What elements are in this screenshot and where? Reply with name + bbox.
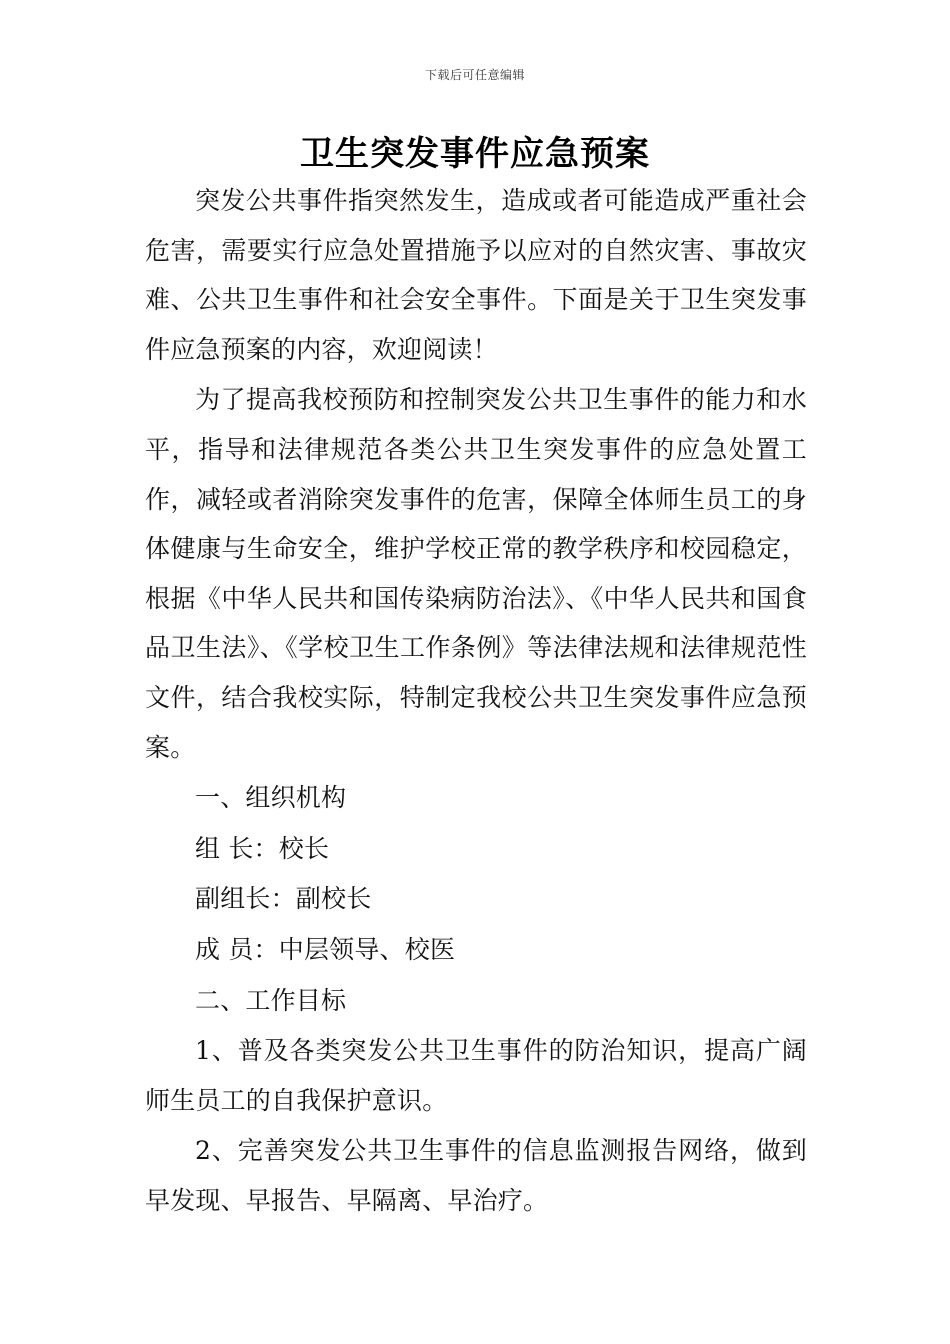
header-note: 下载后可任意编辑 (424, 68, 525, 82)
organization-members: 成 员：中层领导、校医 (195, 934, 456, 964)
section-heading-goals: 二、工作目标 (195, 985, 347, 1015)
organization-deputy-leader: 副组长：副校长 (195, 884, 372, 914)
paragraph-purpose: 为了提高我校预防和控制突发公共卫生事件的能力和水平，指导和法律规范各类公共卫生突发事件的应急处置工作，减轻或者消除突发事件的危害，保障全体师生员工的身体健康与生命安全，维护学校正常的教学秩序和校园稳定，根据《中华人民共和国传染病防治法》、《中华人民共和国食品卫生法》、《学校卫生工作条例》等法律法规和法律规范性文件，结合我校实际，特制定我校公共卫生突发事件应急预案。 (145, 385, 807, 762)
section-heading-organization: 一、组织机构 (195, 783, 347, 813)
goal-item-1: 1、普及各类突发公共卫生事件的防治知识，提高广阔师生员工的自我保护意识。 (145, 1036, 807, 1115)
organization-leader: 组 长：校长 (195, 833, 330, 863)
paragraph-intro: 突发公共事件指突然发生，造成或者可能造成严重社会危害，需要实行应急处置措施予以应对的自然灾害、事故灾难、公共卫生事件和社会安全事件。下面是关于卫生突发事件应急预案的内容，欢迎阅读！ (145, 186, 807, 364)
document-body (145, 176, 807, 1225)
document-title: 卫生突发事件应急预案 (300, 134, 650, 174)
goal-item-2: 2、完善突发公共卫生事件的信息监测报告网络，做到早发现、早报告、早隔离、早治疗。 (145, 1136, 807, 1215)
